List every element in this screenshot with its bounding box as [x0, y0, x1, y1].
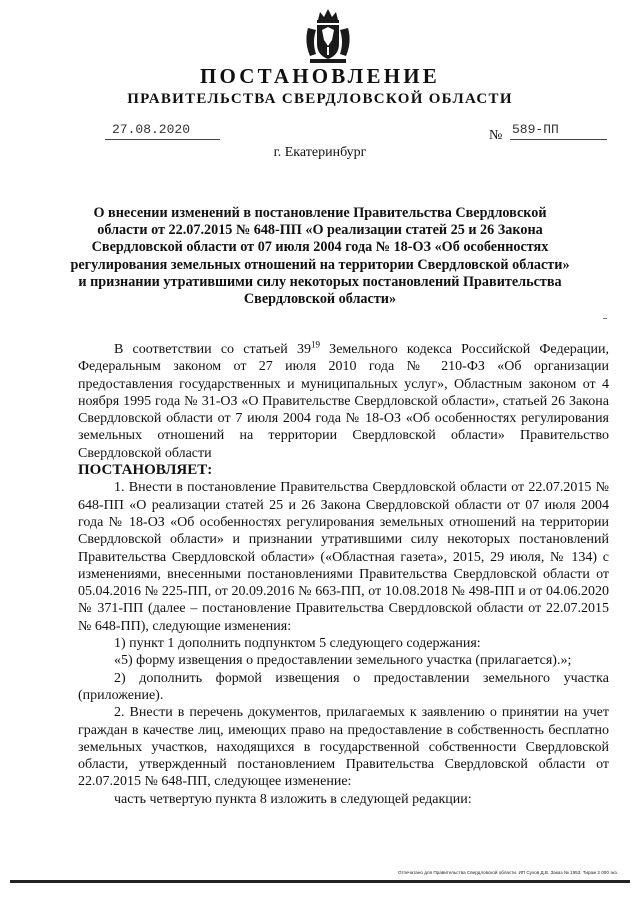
date-underline [105, 139, 220, 140]
decree-word: ПОСТАНОВЛЯЕТ: [78, 462, 213, 479]
document-number: 589-ПП [512, 122, 559, 137]
paragraph-2: 2. Внести в перечень документов, прилагаемых к заявлению о принятии на учет граждан в качестве лиц, имеющих право на предоставление в собственность бесплатно земельных участков, находящихся в государственной собственности Свердловской области, утвержденный постановлением Правительства Свердловской области от 22.07.2015 № 648-ПП, следующее изменение: [78, 705, 609, 790]
paragraph-2-1: часть четвертую пункта 8 изложить в следующей редакции: [114, 791, 472, 807]
sverdlovsk-coat-of-arms-icon [302, 6, 354, 66]
margin-mark [603, 318, 607, 319]
paragraph-1-1: 1) пункт 1 дополнить подпунктом 5 следующего содержания: [114, 636, 481, 652]
paragraph-1: 1. Внести в постановление Правительства Свердловской области от 22.07.2015 № 648-ПП «О реализации статей 25 и 26 Закона Свердловской области от 07 июля 2004 года № 18-ОЗ «Об особенностях регулирования земельных отношений на территории Свердловской области» и признании утратившими силу некоторых постановлений Правительства Свердловской области» («Областная газета», 2015, 29 июля, № 134) с изменениями, внесенными постановлениями Правительства Свердловской области от 05.04.2016 № 225-ПП, от 20.09.2016 № 663-ПП, от 10.08.2018 № 498-ПП и от 04.06.2020 № 371-ПП (далее – постановление Правительства Свердловской области от 22.07.2015 № 648-ПП), следующие изменения: [78, 480, 609, 634]
paragraph-1-2: 2) дополнить формой извещения о предоставлении земельного участка (приложение). [78, 670, 609, 703]
number-sign: № [489, 128, 503, 143]
number-underline [510, 139, 607, 140]
preamble-paragraph [78, 341, 609, 462]
paragraph-1-1-quote: «5) форму извещения о предоставлении земельного участка (прилагается).»; [114, 653, 572, 669]
document-heading: О внесении изменений в постановление Правительства Свердловской области от 22.07.2015 № 648-ПП «О реализации статей 25 и 26 Закона Свердловской области от 07 июля 2004 года № 18-ОЗ «Об особенностях регулирования земельных отношений на территории Свердловской области» и признании утратившими силу некоторых постановлений Правительства Свердловской области» [70, 205, 570, 308]
document-date: 27.08.2020 [112, 122, 191, 137]
preamble-text-end: Земельного кодекса Российской Федерации, Федеральным законом от 27 июля 2010 года № 210-ФЗ «Об организации предоставления государственных и муниципальных услуг», Областным законом от 4 ноября 1995 года № 31-ОЗ «О Правительстве Свердловской области», статьей 26 Закона Свердловской области от 7 июля 2004 года № 18-ОЗ «Об особенностях регулирования земельных отношений на территории Свердловской области» Правительство Свердловской области [78, 342, 609, 461]
city-name: г. Екатеринбург [273, 145, 367, 160]
print-note: Отпечатано для Правительства Свердловской области. ИП Сухов Д.В. Заказ № 1953. Тираж 2 000 экз. [397, 870, 618, 875]
document-body [78, 341, 609, 808]
document-subtitle: ПРАВИТЕЛЬСТВА СВЕРДЛОВСКОЙ ОБЛАСТИ [127, 91, 513, 107]
article-superscript: 19 [310, 339, 320, 350]
document-title: ПОСТАНОВЛЕНИЕ [199, 64, 441, 88]
preamble-text-start: В соответствии со статьей 39 [114, 342, 311, 357]
footer-rule [10, 880, 630, 883]
